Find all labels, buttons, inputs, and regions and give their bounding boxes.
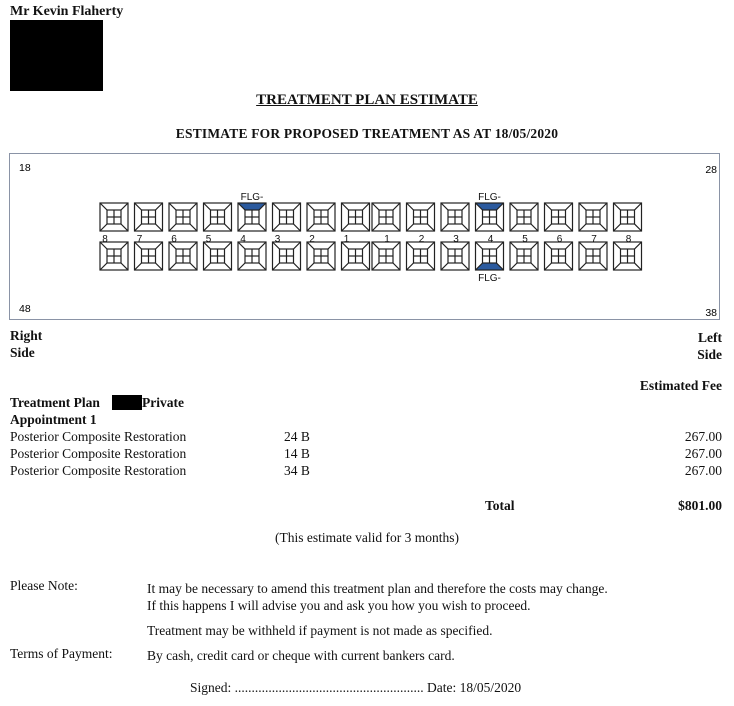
tooth-line xyxy=(497,224,504,231)
tooth-47 xyxy=(135,242,163,270)
tooth-line xyxy=(294,263,301,270)
tooth-line xyxy=(579,242,586,249)
tooth-48 xyxy=(100,242,128,270)
treatment-plan-type: Private xyxy=(142,395,184,410)
tooth-line xyxy=(614,263,621,270)
tooth-line xyxy=(393,203,400,210)
tooth-line xyxy=(190,263,197,270)
tooth-chart-svg xyxy=(10,154,721,321)
tooth-44 xyxy=(238,242,266,270)
tooth-line xyxy=(294,224,301,231)
estimated-fee-header: Estimated Fee xyxy=(639,378,722,393)
total-label: Total xyxy=(485,498,515,513)
tooth-line xyxy=(566,203,573,210)
tooth-line xyxy=(273,263,280,270)
tooth-line xyxy=(225,203,232,210)
tooth-line xyxy=(328,263,335,270)
tooth-number-label: 5 xyxy=(205,234,212,245)
tooth-line xyxy=(462,263,469,270)
tooth-24 xyxy=(476,203,504,231)
tooth-line xyxy=(372,242,379,249)
tooth-line xyxy=(100,263,107,270)
terms-of-payment-text: By cash, credit card or cheque with current bankers card. xyxy=(147,648,455,663)
tooth-28 xyxy=(614,203,642,231)
tooth-line xyxy=(407,203,414,210)
corner-label-bottom-right: 38 xyxy=(705,307,717,319)
line-item xyxy=(0,463,734,480)
tooth-line xyxy=(363,203,370,210)
tooth-line xyxy=(204,203,211,210)
line-item-description: Posterior Composite Restoration xyxy=(10,429,187,444)
tooth-line xyxy=(428,242,435,249)
tooth-41 xyxy=(342,242,370,270)
tooth-line xyxy=(614,224,621,231)
tooth-12 xyxy=(307,203,335,231)
tooth-number-label: 7 xyxy=(136,234,143,245)
tooth-26 xyxy=(545,203,573,231)
tooth-line xyxy=(441,224,448,231)
tooth-number-label: 3 xyxy=(274,234,281,245)
tooth-line xyxy=(259,242,266,249)
please-note-label: Please Note: xyxy=(10,578,78,593)
tooth-line xyxy=(225,224,232,231)
right-side-label xyxy=(10,327,42,361)
line-item-fee: 267.00 xyxy=(684,446,722,461)
tooth-line xyxy=(531,224,538,231)
left-side-label xyxy=(697,329,722,363)
tooth-line xyxy=(273,203,280,210)
tooth-line xyxy=(600,224,607,231)
tooth-line xyxy=(135,263,142,270)
flg-label: FLG- xyxy=(240,192,264,203)
tooth-number-label: 1 xyxy=(343,234,350,245)
tooth-line xyxy=(428,263,435,270)
tooth-line xyxy=(156,263,163,270)
signature-line xyxy=(190,680,521,696)
tooth-line xyxy=(307,263,314,270)
tooth-line xyxy=(566,242,573,249)
line-item-tooth: 14 B xyxy=(284,446,310,461)
tooth-line xyxy=(273,224,280,231)
tooth-line xyxy=(307,203,314,210)
line-item-fee: 267.00 xyxy=(684,429,722,444)
signed-label: Signed: xyxy=(190,680,232,695)
line-item-fee: 267.00 xyxy=(684,463,722,478)
tooth-line xyxy=(635,224,642,231)
tooth-37 xyxy=(579,242,607,270)
tooth-14 xyxy=(238,203,266,231)
tooth-line xyxy=(342,263,349,270)
line-item-tooth: 34 B xyxy=(284,463,310,478)
tooth-line xyxy=(476,224,483,231)
tooth-line xyxy=(510,224,517,231)
tooth-line xyxy=(135,224,142,231)
tooth-line xyxy=(190,203,197,210)
redacted-address-block xyxy=(10,20,103,91)
left-side-line2: Side xyxy=(697,347,722,362)
tooth-line xyxy=(342,203,349,210)
tooth-line xyxy=(121,224,128,231)
tooth-line xyxy=(100,203,107,210)
tooth-11 xyxy=(342,203,370,231)
tooth-number-label: 8 xyxy=(102,234,108,245)
tooth-line xyxy=(190,242,197,249)
tooth-number-label: 6 xyxy=(556,234,563,245)
withheld-note: Treatment may be withheld if payment is not made as specified. xyxy=(147,623,493,638)
tooth-line xyxy=(579,224,586,231)
tooth-line xyxy=(407,263,414,270)
tooth-46 xyxy=(169,242,197,270)
validity-note: (This estimate valid for 3 months) xyxy=(274,530,460,545)
tooth-line xyxy=(510,242,517,249)
tooth-line xyxy=(259,263,266,270)
tooth-line xyxy=(328,242,335,249)
tooth-line xyxy=(135,203,142,210)
tooth-line xyxy=(545,263,552,270)
tooth-13 xyxy=(273,203,301,231)
appointment-label: Appointment 1 xyxy=(10,412,97,427)
tooth-line xyxy=(156,224,163,231)
tooth-line xyxy=(531,242,538,249)
tooth-line xyxy=(441,242,448,249)
tooth-line xyxy=(363,224,370,231)
tooth-line xyxy=(510,203,517,210)
tooth-number-label: 2 xyxy=(418,234,425,245)
signature-dots: ........................................................ xyxy=(234,680,424,695)
total-value: $801.00 xyxy=(678,498,722,513)
tooth-line xyxy=(600,242,607,249)
tooth-line xyxy=(566,224,573,231)
tooth-line xyxy=(169,263,176,270)
tooth-line xyxy=(342,224,349,231)
tooth-45 xyxy=(204,242,232,270)
document-subtitle: ESTIMATE FOR PROPOSED TREATMENT AS AT 18/05/2020 xyxy=(175,126,559,141)
tooth-34 xyxy=(476,242,504,270)
please-note-line-2: If this happens I will advise you and ask you how you wish to proceed. xyxy=(147,598,531,613)
tooth-line xyxy=(635,203,642,210)
tooth-line xyxy=(190,224,197,231)
tooth-line xyxy=(545,203,552,210)
tooth-line xyxy=(169,224,176,231)
tooth-line xyxy=(579,263,586,270)
left-side-line1: Left xyxy=(698,330,722,345)
tooth-line xyxy=(600,263,607,270)
tooth-line xyxy=(121,263,128,270)
tooth-16 xyxy=(169,203,197,231)
tooth-18 xyxy=(100,203,128,231)
date-label: Date: xyxy=(427,680,457,695)
tooth-line xyxy=(100,224,107,231)
tooth-31 xyxy=(372,242,400,270)
tooth-line xyxy=(372,224,379,231)
tooth-line xyxy=(614,242,621,249)
tooth-21 xyxy=(372,203,400,231)
redacted-plan-number xyxy=(112,395,142,410)
corner-label-top-right: 28 xyxy=(705,164,717,176)
line-item-description: Posterior Composite Restoration xyxy=(10,446,187,461)
tooth-line xyxy=(259,224,266,231)
tooth-chart xyxy=(9,153,720,320)
tooth-line xyxy=(372,263,379,270)
tooth-38 xyxy=(614,242,642,270)
tooth-number-label: 5 xyxy=(522,234,528,245)
tooth-line xyxy=(372,203,379,210)
tooth-number-label: 2 xyxy=(309,234,315,245)
tooth-32 xyxy=(407,242,435,270)
tooth-line xyxy=(121,203,128,210)
tooth-line xyxy=(328,203,335,210)
tooth-line xyxy=(225,263,232,270)
tooth-line xyxy=(428,203,435,210)
tooth-line xyxy=(531,263,538,270)
tooth-line xyxy=(545,242,552,249)
tooth-line xyxy=(428,224,435,231)
right-side-line1: Right xyxy=(10,328,43,343)
tooth-number-label: 4 xyxy=(240,234,246,245)
please-note-line-1: It may be necessary to amend this treatment plan and therefore the costs may change. xyxy=(147,581,608,596)
tooth-line xyxy=(635,242,642,249)
tooth-line xyxy=(462,203,469,210)
tooth-17 xyxy=(135,203,163,231)
tooth-27 xyxy=(579,203,607,231)
terms-of-payment-label: Terms of Payment: xyxy=(10,646,113,661)
tooth-line xyxy=(204,263,211,270)
tooth-number-label: 4 xyxy=(487,234,494,245)
patient-name: Mr Kevin Flaherty xyxy=(10,4,124,19)
tooth-line xyxy=(635,263,642,270)
corner-label-top-left: 18 xyxy=(19,162,31,174)
tooth-line xyxy=(441,263,448,270)
tooth-line xyxy=(294,242,301,249)
tooth-line xyxy=(156,203,163,210)
line-item xyxy=(0,446,734,463)
right-side-line2: Side xyxy=(10,345,35,360)
line-item-tooth: 24 B xyxy=(284,429,310,444)
tooth-25 xyxy=(510,203,538,231)
line-item-description: Posterior Composite Restoration xyxy=(10,463,187,478)
tooth-line xyxy=(121,242,128,249)
tooth-line xyxy=(441,203,448,210)
tooth-42 xyxy=(307,242,335,270)
tooth-line xyxy=(462,242,469,249)
tooth-line xyxy=(363,263,370,270)
tooth-22 xyxy=(407,203,435,231)
tooth-line xyxy=(156,242,163,249)
document-title-text: TREATMENT PLAN ESTIMATE xyxy=(256,92,478,108)
tooth-number-label: 6 xyxy=(171,234,177,245)
signature-date: 18/05/2020 xyxy=(459,680,522,695)
tooth-line xyxy=(600,203,607,210)
treatment-plan-label: Treatment Plan xyxy=(10,395,100,410)
tooth-line xyxy=(531,203,538,210)
tooth-line xyxy=(393,242,400,249)
line-item xyxy=(0,429,734,446)
tooth-line xyxy=(407,242,414,249)
flg-label: FLG- xyxy=(478,192,501,203)
tooth-line xyxy=(238,224,245,231)
tooth-line xyxy=(363,242,370,249)
tooth-line xyxy=(566,263,573,270)
tooth-line xyxy=(510,263,517,270)
tooth-line xyxy=(294,203,301,210)
tooth-43 xyxy=(273,242,301,270)
corner-label-bottom-left: 48 xyxy=(19,303,31,315)
tooth-line xyxy=(407,224,414,231)
tooth-33 xyxy=(441,242,469,270)
tooth-line xyxy=(328,224,335,231)
tooth-line xyxy=(393,224,400,231)
tooth-35 xyxy=(510,242,538,270)
tooth-line xyxy=(614,203,621,210)
tooth-line xyxy=(238,263,245,270)
tooth-line xyxy=(307,224,314,231)
tooth-line xyxy=(476,242,483,249)
tooth-line xyxy=(579,203,586,210)
tooth-number-label: 3 xyxy=(453,234,459,245)
tooth-23 xyxy=(441,203,469,231)
tooth-number-label: 8 xyxy=(625,234,632,245)
document-title xyxy=(0,92,734,109)
tooth-line xyxy=(169,203,176,210)
flg-label: FLG- xyxy=(478,273,501,284)
tooth-line xyxy=(545,224,552,231)
tooth-line xyxy=(393,263,400,270)
tooth-line xyxy=(497,242,504,249)
tooth-36 xyxy=(545,242,573,270)
tooth-number-label: 1 xyxy=(384,234,390,245)
tooth-15 xyxy=(204,203,232,231)
tooth-line xyxy=(204,224,211,231)
tooth-line xyxy=(462,224,469,231)
tooth-line xyxy=(225,242,232,249)
tooth-number-label: 7 xyxy=(591,234,597,245)
